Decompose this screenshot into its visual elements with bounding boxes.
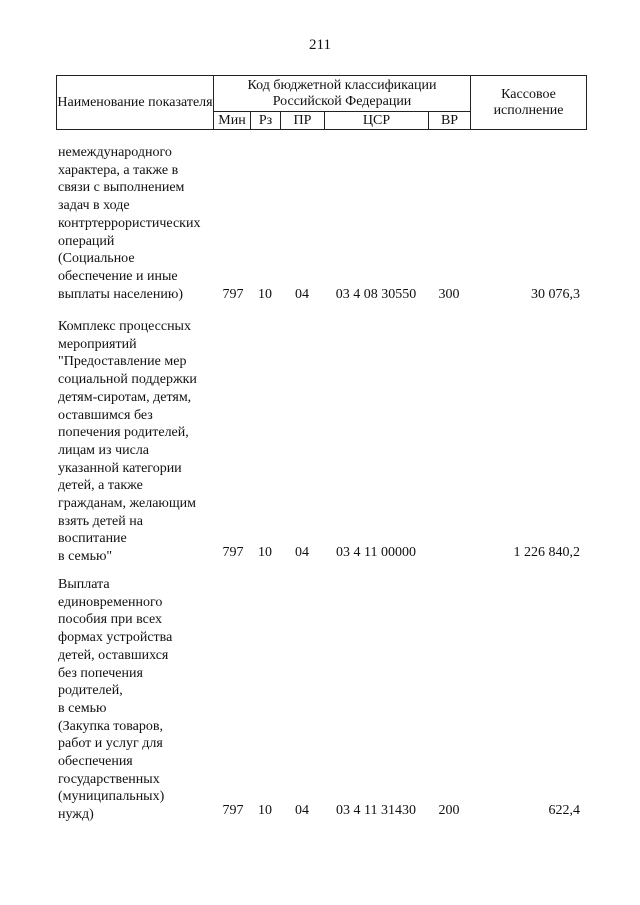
row-name: Комплекс процессных мероприятий "Предоставление мер социальной поддержки детям-сиротам, детям, оставшимся без попечения родителей, лицам из числа указанной категории детей, а также гражданам, желающим взять детей на воспитание в семью" [58, 319, 197, 565]
row-min: 797 [222, 803, 244, 818]
row-csr: 03 4 11 00000 [336, 545, 416, 560]
page-number: 211 [309, 37, 331, 53]
header-amount-column: Кассовое исполнение [471, 76, 587, 130]
row-vr: 300 [438, 286, 460, 302]
row-name: немеждународного характера, а также в связи с выполнением задач в ходе контртеррористических операций (Социальное обеспечение и иные выплаты населению) [58, 145, 201, 302]
row-pr: 04 [295, 545, 309, 560]
row-amount: 622,4 [548, 803, 580, 818]
header-name-column: Наименование показателя [57, 76, 214, 130]
row-rz: 10 [258, 286, 272, 302]
row-name: Выплата единовременного пособия при всех формах устройства детей, оставшихся без попечения родителей, в семью (Закупка товаров, работ и услуг для обеспечения государственных (муниципальных) нужд) [58, 577, 173, 823]
row-pr: 04 [295, 286, 309, 302]
row-rz: 10 [258, 803, 272, 818]
row-min: 797 [222, 545, 244, 560]
header-min: Мин [214, 112, 251, 130]
header-rz: Рз [251, 112, 281, 130]
row-csr: 03 4 08 30550 [335, 286, 417, 302]
header-pr: ПР [281, 112, 325, 130]
row-vr: 200 [438, 803, 460, 818]
row-min: 797 [222, 286, 244, 302]
header-vr: ВР [429, 112, 471, 130]
table-header [56, 75, 587, 130]
row-pr: 04 [295, 803, 309, 818]
header-code-group: Код бюджетной классификации Российской Федерации [214, 76, 471, 112]
row-csr: 03 4 11 31430 [336, 803, 416, 818]
row-amount: 1 226 840,2 [513, 545, 580, 560]
row-rz: 10 [258, 545, 272, 560]
row-amount: 30 076,3 [531, 286, 580, 302]
header-csr: ЦСР [325, 112, 429, 130]
